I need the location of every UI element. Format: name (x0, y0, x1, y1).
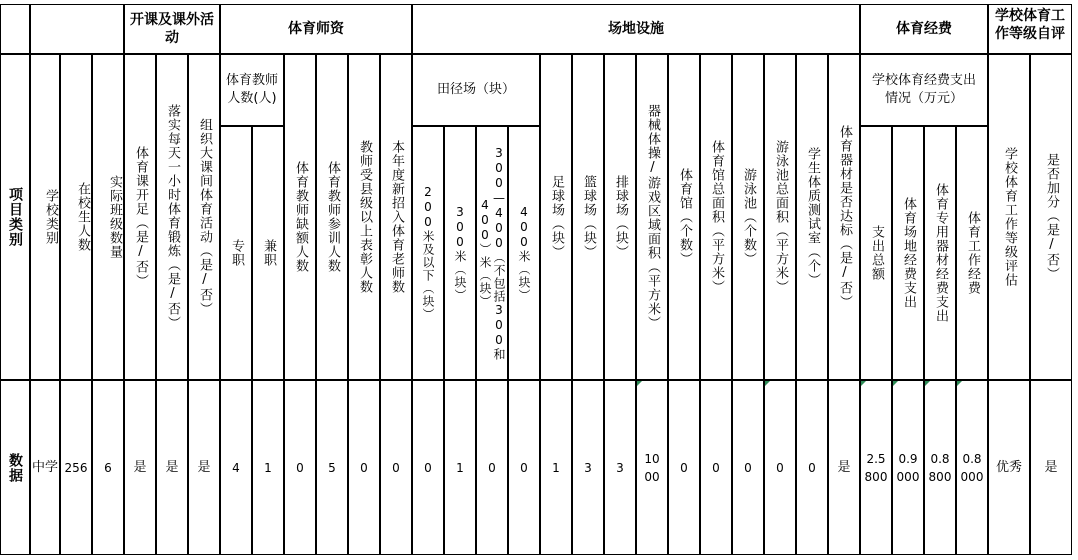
value-venue-spend-text: 0.9000 (896, 451, 920, 484)
header-track-400: 400米（块） (508, 126, 540, 380)
header-trained: 体育教师参训人数 (316, 54, 348, 380)
comment-marker (637, 381, 642, 386)
header-grade-eval: 学校体育工作等级评估 (988, 54, 1030, 380)
header-teacher-count: 体育教师人数(人) (220, 54, 284, 126)
header-track-200: 200米及以下（块） (412, 126, 444, 380)
value-track-300-400: 0 (476, 380, 508, 555)
value-pool: 0 (732, 380, 764, 555)
comment-marker (925, 381, 930, 386)
value-school-type: 中学 (30, 380, 60, 555)
header-track-300: 300米（块） (444, 126, 476, 380)
value-awarded: 0 (348, 380, 380, 555)
header-basketball: 篮球场（块） (572, 54, 604, 380)
value-recruited: 0 (380, 380, 412, 555)
value-fitness-room: 0 (796, 380, 828, 555)
value-volleyball: 3 (604, 380, 636, 555)
header-gym: 体育馆（个数） (668, 54, 700, 380)
header-pool-area: 游泳池总面积（平方米） (764, 54, 796, 380)
comment-marker (957, 381, 962, 386)
value-grade-eval: 优秀 (988, 380, 1030, 555)
teachers-group-header: 体育师资 (220, 4, 412, 54)
value-work-spend-text: 0.8000 (960, 451, 984, 484)
value-track-400: 0 (508, 380, 540, 555)
header-gym-area: 体育馆总面积（平方米） (700, 54, 732, 380)
header-break-activity: 组织大课间体育活动（是/否） (188, 54, 220, 380)
value-classes: 6 (92, 380, 124, 555)
header-awarded: 教师受县级以上表彰人数 (348, 54, 380, 380)
value-trained: 5 (316, 380, 348, 555)
activities-group-header: 开课及课外活动 (124, 4, 220, 54)
value-football: 1 (540, 380, 572, 555)
value-equipment-spend (924, 380, 956, 555)
value-equipment-area (636, 380, 668, 555)
value-part-time: 1 (252, 380, 284, 555)
header-equipment-standard: 体育器材是否达标（是/否） (828, 54, 860, 380)
value-gym: 0 (668, 380, 700, 555)
value-one-hour: 是 (156, 380, 188, 555)
header-recruited: 本年度新招入体育老师数 (380, 54, 412, 380)
blank-group (30, 4, 124, 54)
value-work-spend (956, 380, 988, 555)
value-pe-course: 是 (124, 380, 156, 555)
value-total-spend-text: 2.5800 (864, 451, 888, 484)
corner-cell (0, 4, 30, 54)
header-students: 在校生人数 (60, 54, 92, 380)
header-venue-spend: 体育场地经费支出 (892, 126, 924, 380)
comment-marker (765, 381, 770, 386)
value-pool-area-text: 0 (776, 460, 784, 475)
funds-group-header: 体育经费 (860, 4, 988, 54)
header-pe-course: 体育课开足（是/否） (124, 54, 156, 380)
value-equipment-spend-text: 0.8800 (928, 451, 952, 484)
value-full-time: 4 (220, 380, 252, 555)
value-basketball: 3 (572, 380, 604, 555)
header-total-spend: 支出总额 (860, 126, 892, 380)
header-funds-title: 学校体育经费支出情况（万元） (860, 54, 988, 126)
value-bonus: 是 (1030, 380, 1072, 555)
header-part-time: 兼职 (252, 126, 284, 380)
header-track-300-400: 300—400（不包括300和400）米（块） (476, 126, 508, 380)
header-equipment-spend: 体育专用器材经费支出 (924, 126, 956, 380)
grade-group-header: 学校体育工作等级自评 (988, 4, 1072, 54)
header-bonus: 是否加分（是/否） (1030, 54, 1072, 380)
row-label-data: 数据 (0, 380, 30, 555)
value-venue-spend (892, 380, 924, 555)
header-vacancy: 体育教师缺额人数 (284, 54, 316, 380)
header-school-type: 学校类别 (30, 54, 60, 380)
value-track-300: 1 (444, 380, 476, 555)
header-volleyball: 排球场（块） (604, 54, 636, 380)
value-students: 256 (60, 380, 92, 555)
header-football: 足球场（块） (540, 54, 572, 380)
facilities-group-header: 场地设施 (412, 4, 860, 54)
header-equipment-area: 器械体操/游戏区域面积（平方米） (636, 54, 668, 380)
value-gym-area: 0 (700, 380, 732, 555)
header-full-time: 专职 (220, 126, 252, 380)
row-label-category: 项目类别 (0, 54, 30, 380)
comment-marker (893, 381, 898, 386)
value-total-spend (860, 380, 892, 555)
header-pool: 游泳池（个数） (732, 54, 764, 380)
header-fitness-room: 学生体质测试室（个） (796, 54, 828, 380)
header-track: 田径场（块） (412, 54, 540, 126)
value-vacancy: 0 (284, 380, 316, 555)
header-work-spend: 体育工作经费 (956, 126, 988, 380)
value-equipment-standard: 是 (828, 380, 860, 555)
value-equipment-area-text: 1000 (644, 451, 660, 484)
header-one-hour: 落实每天一小时体育锻炼（是/否） (156, 54, 188, 380)
header-classes: 实际班级数量 (92, 54, 124, 380)
value-break-activity: 是 (188, 380, 220, 555)
value-pool-area (764, 380, 796, 555)
value-track-200: 0 (412, 380, 444, 555)
comment-marker (861, 381, 866, 386)
